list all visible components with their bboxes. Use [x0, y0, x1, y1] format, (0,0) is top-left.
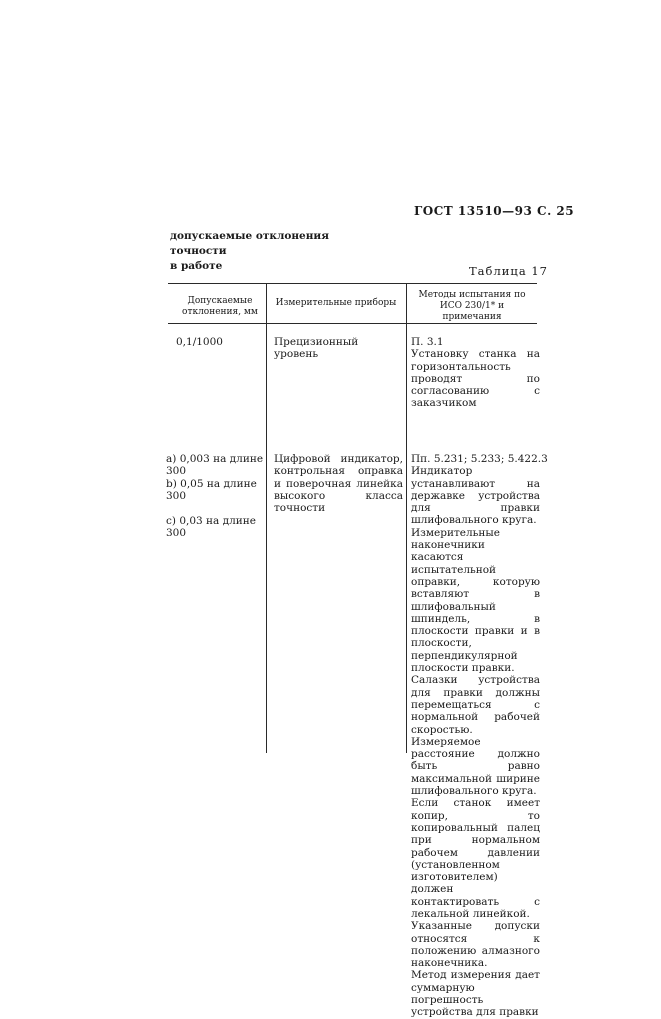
method-paragraph: Указанные допуски относятся к положению алмазного наконечника.	[411, 920, 540, 970]
method-paragraph: Измерительные наконечники касаются испытательной оправки, которую вставляют в шлифовальный шпиндель, в плоскости правки и в плоскости, перпендикулярной плоскости правки.	[411, 526, 540, 675]
page-header: ГОСТ 13510—93 С. 25	[414, 204, 575, 218]
method-paragraph: Метод измерения дает суммарную погрешность устройства для правки	[411, 969, 540, 1019]
column-header-instruments: Измерительные приборы	[275, 298, 397, 308]
section-heading-line: допускаемые отклонения	[170, 230, 329, 242]
table-header-rule	[168, 323, 537, 324]
tolerance-item: c) 0,03 на длине 300	[166, 515, 256, 540]
table-cell-methods	[411, 336, 540, 410]
tolerance-item: a) 0,003 на длине 300	[166, 453, 264, 478]
section-heading-line: в работе	[170, 260, 223, 272]
method-reference: Пп. 5.231; 5.233; 5.422.3	[411, 453, 548, 465]
table-top-rule	[168, 283, 537, 284]
table-cell-instruments: Цифровой индикатор, контрольная оправка и поверочная линейка высокого класса точности	[274, 453, 403, 515]
column-divider-2	[406, 283, 407, 753]
table-cell-tolerance: 0,1/1000	[176, 336, 223, 348]
table-cell-tolerance	[166, 453, 264, 540]
method-paragraph: Индикатор устанавливают на державке устройства для правки шлифовального круга.	[411, 465, 540, 527]
table-cell-instruments: Прецизионный уровень	[274, 336, 359, 361]
tolerance-item: b) 0,05 на длине 300	[166, 477, 257, 502]
table-cell-methods	[411, 453, 548, 1019]
method-text: Установку станка на горизонтальность проводят по согласованию с заказчиком	[411, 348, 540, 410]
column-header-tolerance: Допускаемые отклонения, мм	[182, 296, 258, 317]
column-header-methods: Методы испытания по ИСО 230/1* и примечания	[418, 290, 526, 322]
method-paragraph: Если станок имеет копир, то копировальный палец при нормальном рабочем давлении (установленном изготовителем) должен контактировать с лекальной линейкой.	[411, 797, 540, 920]
method-reference: П. 3.1	[411, 336, 444, 348]
table-label: Таблица 17	[469, 264, 548, 278]
column-divider-1	[266, 283, 267, 753]
method-paragraph: Салазки устройства для правки должны перемещаться с нормальной рабочей скоростью. Измеряемое расстояние должно быть равно максимальной ширине шлифовального круга.	[411, 674, 540, 798]
section-heading	[170, 229, 329, 274]
section-heading-line: точности	[170, 245, 227, 257]
